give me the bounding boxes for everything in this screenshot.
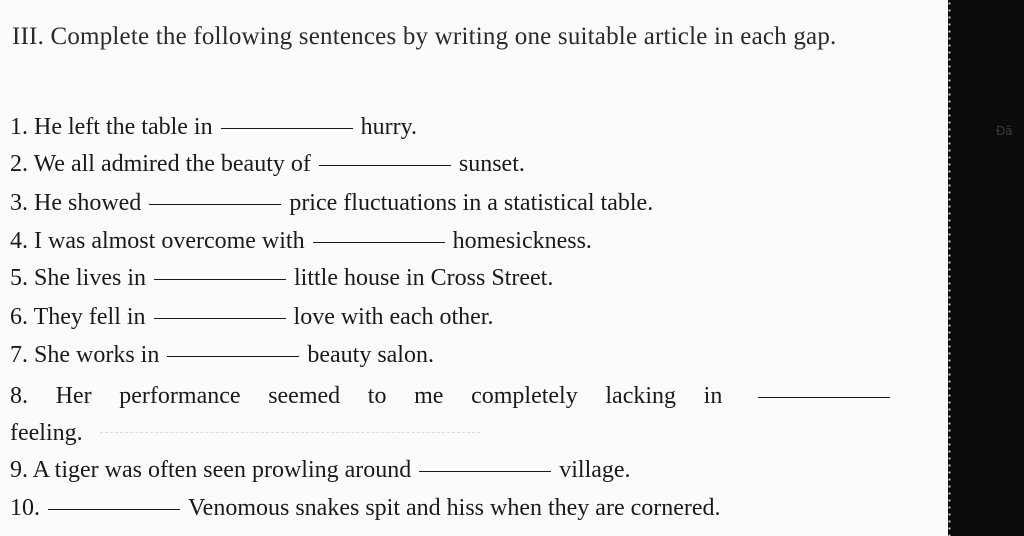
sentence-3-after: price fluctuations in a statistical table. bbox=[289, 190, 654, 216]
faint-divider bbox=[100, 432, 480, 434]
panel-dotted-border bbox=[948, 0, 951, 536]
sentence-5-before: 5. She lives in bbox=[10, 265, 146, 291]
side-panel bbox=[948, 0, 1024, 536]
gap-5[interactable] bbox=[154, 278, 286, 280]
sentence-2-after: sunset. bbox=[458, 151, 525, 177]
sentence-10 bbox=[10, 493, 721, 523]
gap-8[interactable] bbox=[758, 396, 890, 398]
gap-3[interactable] bbox=[149, 203, 281, 205]
sentence-9 bbox=[10, 455, 631, 485]
gap-9[interactable] bbox=[419, 470, 551, 472]
gap-10[interactable] bbox=[48, 508, 180, 510]
sentence-1-before: 1. He left the table in bbox=[10, 114, 213, 140]
gap-1[interactable] bbox=[221, 127, 353, 129]
side-panel-label[interactable]: Đã bbox=[996, 124, 1013, 138]
sentence-3-before: 3. He showed bbox=[10, 190, 142, 216]
gap-7[interactable] bbox=[167, 355, 299, 357]
sentence-9-after: village. bbox=[559, 457, 631, 483]
sentence-3 bbox=[10, 188, 653, 218]
gap-4[interactable] bbox=[313, 241, 445, 243]
sentence-7-before: 7. She works in bbox=[10, 342, 160, 368]
sentence-7-after: beauty salon. bbox=[307, 342, 434, 368]
sentence-5 bbox=[10, 263, 553, 293]
sentence-4-before: 4. I was almost overcome with bbox=[10, 228, 305, 254]
gap-2[interactable] bbox=[319, 164, 451, 166]
sentence-6-after: love with each other. bbox=[293, 304, 494, 330]
sentence-1 bbox=[10, 112, 417, 142]
sentence-5-after: little house in Cross Street. bbox=[294, 265, 554, 291]
sentence-4 bbox=[10, 226, 592, 256]
sentence-1-after: hurry. bbox=[360, 114, 418, 140]
gap-6[interactable] bbox=[154, 317, 286, 319]
sentence-8-continuation bbox=[10, 418, 83, 448]
sentence-8-after: feeling. bbox=[10, 420, 83, 446]
sentence-6-before: 6. They fell in bbox=[10, 304, 146, 330]
sentence-8-before: 8. Her performance seemed to me completely lacking in bbox=[10, 383, 723, 409]
sentence-2-before: 2. We all admired the beauty of bbox=[10, 151, 311, 177]
sentence-10-before: 10. bbox=[10, 495, 40, 521]
sentence-7 bbox=[10, 340, 434, 370]
sentence-2 bbox=[10, 149, 525, 179]
sentence-9-before: 9. A tiger was often seen prowling around bbox=[10, 457, 412, 483]
exercise-heading: III. Complete the following sentences by writing one suitable article in each gap. bbox=[12, 23, 837, 50]
sentence-8 bbox=[10, 378, 890, 414]
sentence-6 bbox=[10, 302, 493, 332]
sentence-4-after: homesickness. bbox=[452, 228, 592, 254]
sentence-10-after: Venomous snakes spit and hiss when they are cornered. bbox=[188, 495, 721, 521]
